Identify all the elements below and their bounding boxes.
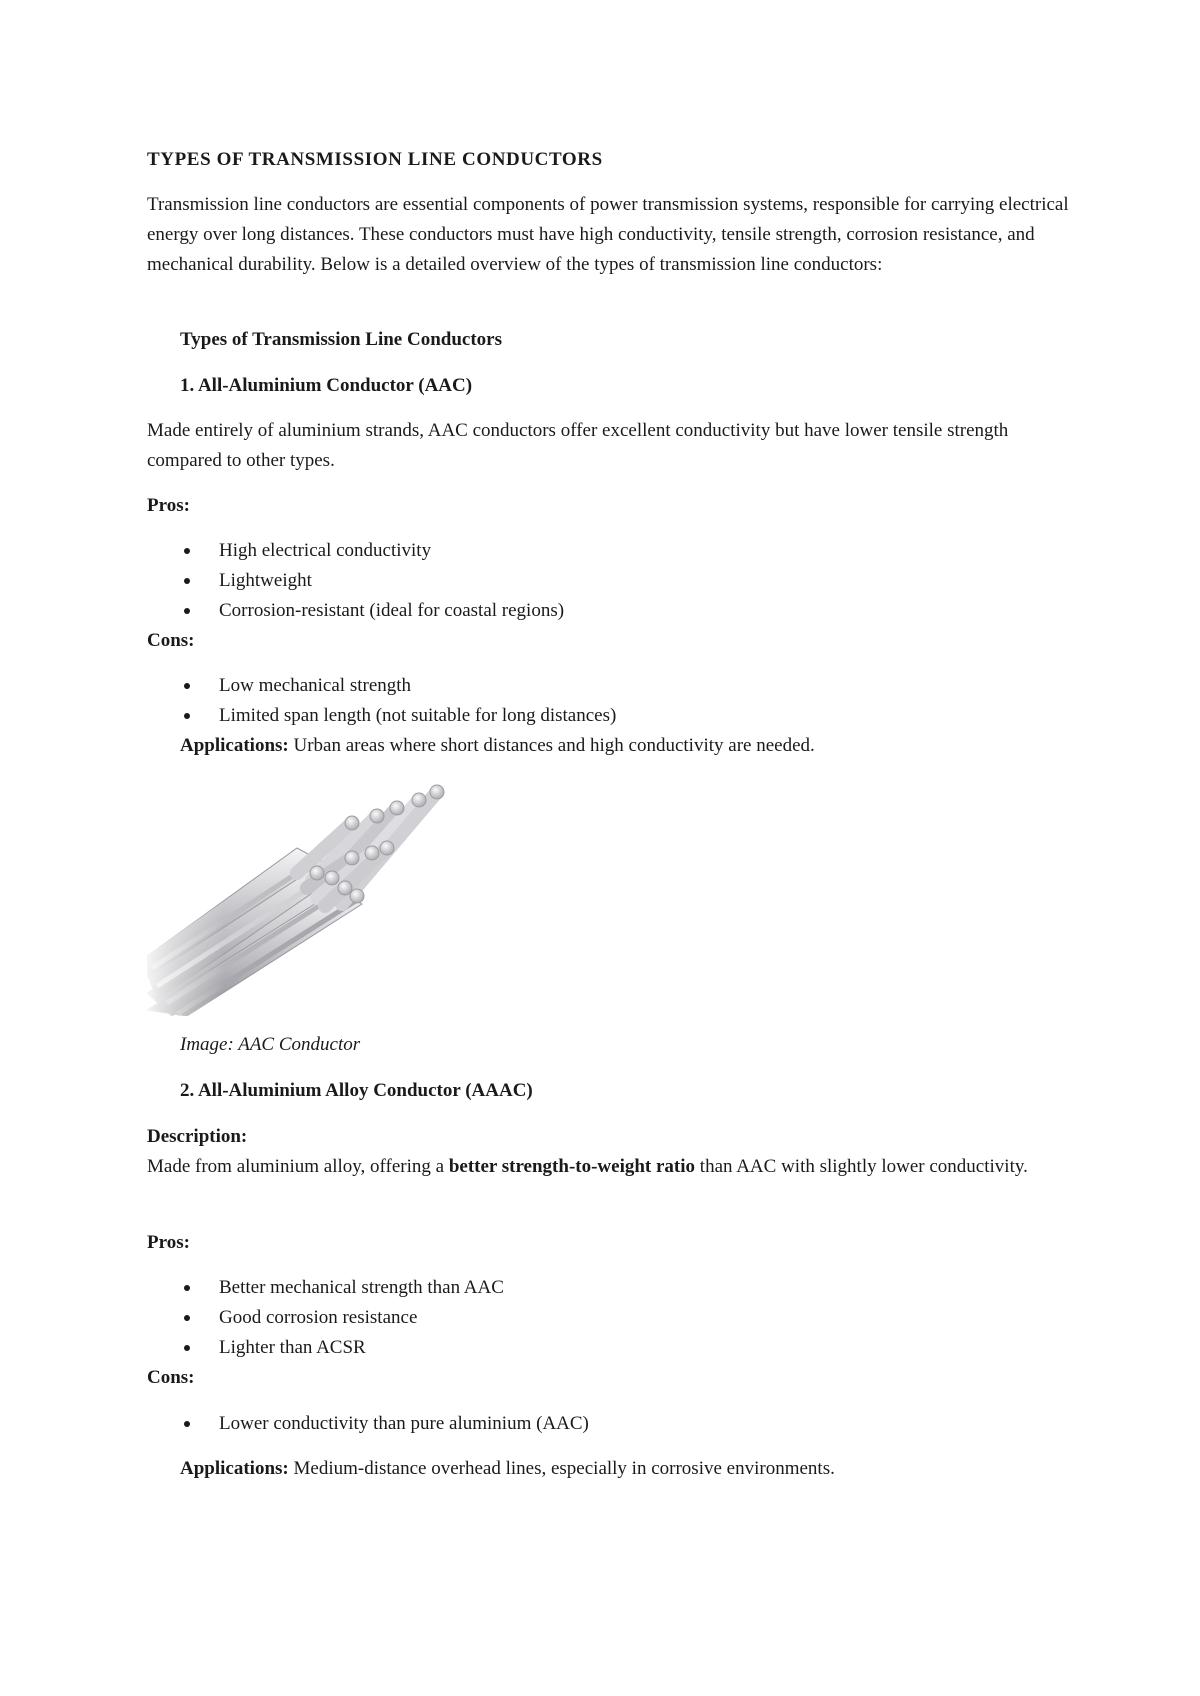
aac-conductor-image	[147, 778, 457, 1016]
aac-applications	[180, 731, 1110, 761]
aac-pros-list	[147, 536, 1047, 626]
aaac-applications-label: Applications:	[180, 1458, 289, 1479]
list-item: High electrical conductivity	[147, 536, 1047, 566]
aac-cons-list	[147, 671, 1047, 731]
list-item: Better mechanical strength than AAC	[147, 1273, 1047, 1303]
intro-paragraph: Transmission line conductors are essential components of power transmission systems, responsible for carrying electrical energy over long distances. These conductors must have high conductivity, tensile strength, corrosion resistance, and mechanical durability. Below is a detailed overview of the types of transmission line conductors:	[147, 194, 1069, 275]
aaac-applications	[180, 1454, 1110, 1484]
aac-applications-text: Urban areas where short distances and high conductivity are needed.	[288, 735, 815, 756]
list-item: Lightweight	[147, 566, 1047, 596]
aac-description: Made entirely of aluminium strands, AAC conductors offer excellent conductivity but have lower tensile strength compared to other types.	[147, 420, 1009, 471]
list-item: Good corrosion resistance	[147, 1303, 1047, 1333]
aaac-heading: 2. All-Aluminium Alloy Conductor (AAAC)	[180, 1080, 533, 1101]
aaac-description-emphasis: better strength-to-weight ratio	[448, 1156, 696, 1177]
list-item: Corrosion-resistant (ideal for coastal regions)	[147, 596, 1047, 626]
section-heading: Types of Transmission Line Conductors	[180, 329, 502, 350]
list-item: Lower conductivity than pure aluminium (AAC)	[147, 1409, 1047, 1439]
list-item: Low mechanical strength	[147, 671, 1047, 701]
aaac-description: Made from aluminium alloy, offering a better strength-to-weight ratio than AAC with slightly lower conductivity.	[147, 1156, 1028, 1177]
aac-image-caption: Image: AAC Conductor	[180, 1034, 361, 1055]
aaac-applications-text: Medium-distance overhead lines, especially in corrosive environments.	[288, 1458, 835, 1479]
aac-pros-label: Pros:	[147, 495, 190, 516]
aaac-description-label: Description:	[147, 1126, 248, 1147]
list-item: Lighter than ACSR	[147, 1333, 1047, 1363]
aac-heading: 1. All-Aluminium Conductor (AAC)	[180, 375, 473, 396]
aac-cons-label: Cons:	[147, 630, 195, 651]
aaac-pros-label: Pros:	[147, 1232, 190, 1253]
aaac-cons-label: Cons:	[147, 1367, 195, 1388]
aac-applications-label: Applications:	[180, 735, 289, 756]
aaac-cons-list	[147, 1409, 1047, 1439]
list-item: Limited span length (not suitable for long distances)	[147, 701, 1047, 731]
aaac-pros-list	[147, 1273, 1047, 1363]
document-title: TYPES OF TRANSMISSION LINE CONDUCTORS	[147, 149, 603, 170]
